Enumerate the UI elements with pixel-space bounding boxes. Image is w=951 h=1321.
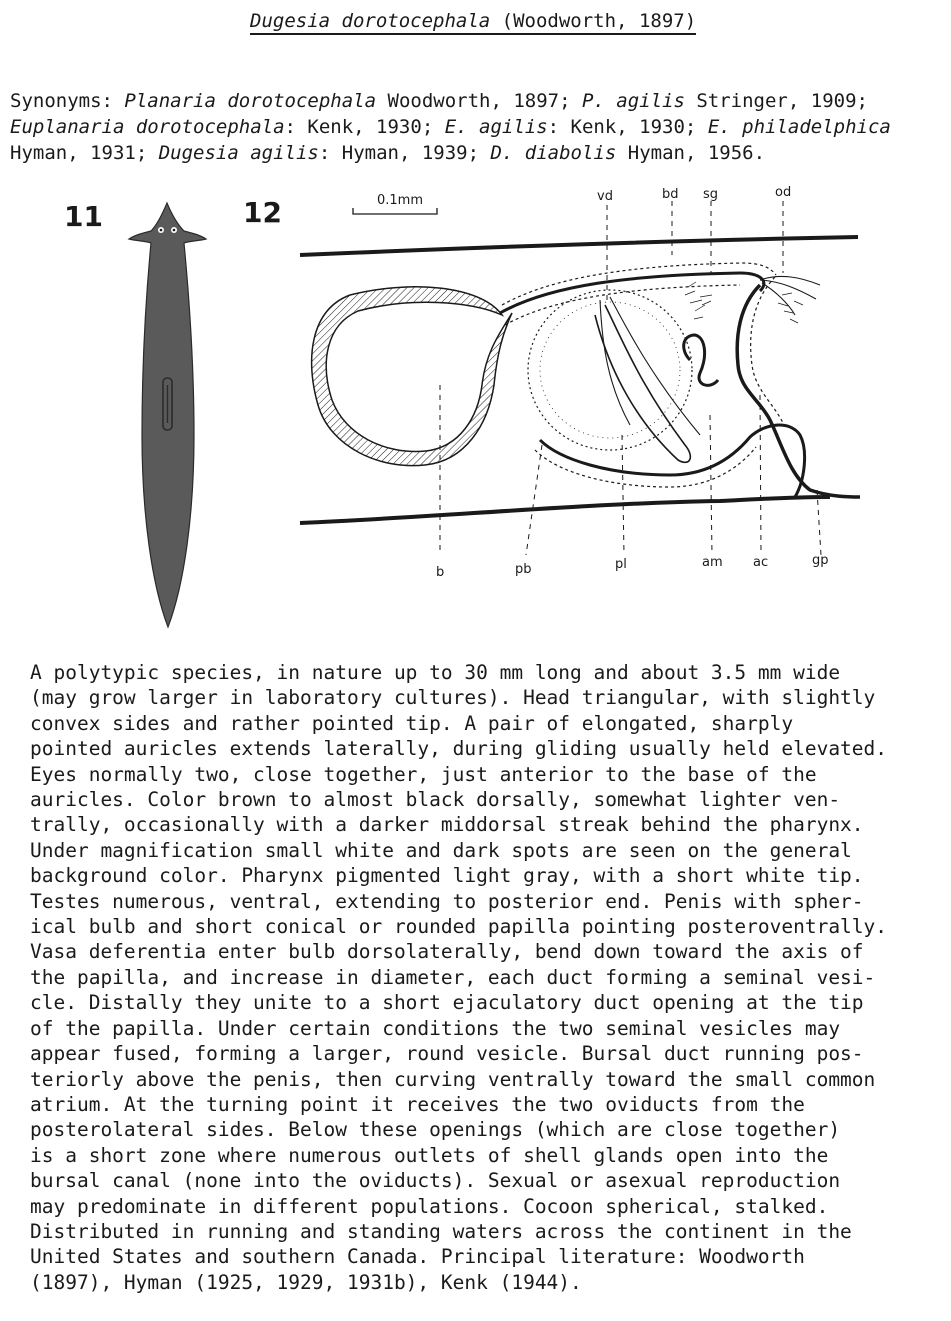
scale-bar-label: 0.1mm bbox=[377, 193, 424, 208]
synonym-text: : Kenk, 1930; bbox=[284, 116, 445, 138]
description-line: Vasa deferentia enter bulb dorsolaterally, bend down toward the axis of bbox=[30, 940, 864, 964]
synonym-text: Hyman, 1956. bbox=[616, 142, 766, 164]
description-line: may predominate in different populations. Cocoon spherical, stalked. bbox=[30, 1194, 829, 1218]
synonym-taxon-name: Euplanaria dorotocephala bbox=[10, 116, 285, 138]
description-line: Testes numerous, ventral, extending to posterior end. Penis with spher- bbox=[30, 889, 864, 913]
description-line: (may grow larger in laboratory cultures). Head triangular, with slightly bbox=[30, 686, 876, 710]
figure-11-number: 11 bbox=[64, 200, 103, 233]
synonyms-paragraph bbox=[10, 88, 950, 166]
description-line: background color. Pharynx pigmented light gray, with a short white tip. bbox=[30, 864, 864, 888]
description-line: atrium. At the turning point it receives the two oviducts from the bbox=[30, 1092, 805, 1116]
synonym-taxon-name: Dugesia agilis bbox=[158, 142, 319, 164]
synonym-text: Woodworth, 1897; bbox=[376, 90, 582, 112]
synonym-text: Stringer, 1909; bbox=[684, 90, 868, 112]
species-authority: (Woodworth, 1897) bbox=[501, 10, 697, 32]
synonym-taxon-name: E. philadelphica bbox=[707, 116, 891, 138]
label-vas-deferens: vd bbox=[597, 189, 613, 204]
label-shell-glands: sg bbox=[703, 187, 719, 202]
species-description bbox=[30, 660, 945, 1295]
synonym-line bbox=[10, 88, 950, 114]
description-line: auricles. Color brown to almost black dorsally, somewhat lighter ven- bbox=[30, 788, 841, 812]
synonym-text: : Kenk, 1930; bbox=[547, 116, 708, 138]
description-line: of the papilla. Under certain conditions the two seminal vesicles may bbox=[30, 1016, 841, 1040]
label-penis-papilla: pl bbox=[615, 557, 627, 572]
description-line: is a short zone where numerous outlets of shell glands open into the bbox=[30, 1143, 829, 1167]
label-penis-bulb: pb bbox=[515, 562, 532, 577]
description-line: Eyes normally two, close together, just anterior to the base of the bbox=[30, 762, 817, 786]
species-title bbox=[250, 10, 696, 35]
description-line: posterolateral sides. Below these openings (which are close together) bbox=[30, 1118, 841, 1142]
synonym-line bbox=[10, 140, 950, 166]
description-line: convex sides and rather pointed tip. A pair of elongated, sharply bbox=[30, 711, 794, 735]
label-bursal-duct: bd bbox=[662, 187, 679, 202]
description-line: Under magnification small white and dark spots are seen on the general bbox=[30, 838, 852, 862]
description-line: A polytypic species, in nature up to 30 mm long and about 3.5 mm wide bbox=[30, 661, 841, 684]
description-line: appear fused, forming a larger, round vesicle. Bursal duct running pos- bbox=[30, 1042, 864, 1066]
description-line: bursal canal (none into the oviducts). Sexual or asexual reproduction bbox=[30, 1169, 841, 1193]
label-common-atrium: ac bbox=[753, 555, 769, 570]
label-male-atrium: am bbox=[702, 555, 723, 570]
label-genital-pore: gp bbox=[812, 553, 829, 568]
description-line: pointed auricles extends laterally, during gliding usually held elevated. bbox=[30, 737, 888, 761]
figure-11-worm-illustration bbox=[120, 195, 215, 635]
description-line: cle. Distally they unite to a short ejaculatory duct opening at the tip bbox=[30, 991, 864, 1015]
synonym-text: : Hyman, 1939; bbox=[318, 142, 491, 164]
description-line: the papilla, and increase in diameter, each duct forming a seminal vesi- bbox=[30, 965, 876, 989]
synonym-taxon-name: Planaria dorotocephala bbox=[124, 90, 377, 112]
description-line: ical bulb and short conical or rounded papilla pointing posteroventrally. bbox=[30, 915, 888, 939]
synonym-taxon-name: P. agilis bbox=[581, 90, 685, 112]
synonym-line bbox=[10, 114, 950, 140]
description-line: United States and southern Canada. Principal literature: Woodworth bbox=[30, 1245, 805, 1269]
description-line: Distributed in running and standing waters across the continent in the bbox=[30, 1219, 852, 1243]
synonym-text: Hyman, 1931; bbox=[10, 142, 159, 164]
description-line: (1897), Hyman (1925, 1929, 1931b), Kenk (1944). bbox=[30, 1270, 582, 1294]
figure-12-copulatory-apparatus-diagram bbox=[290, 185, 870, 585]
description-line: teriorly above the penis, then curving ventrally toward the small common bbox=[30, 1067, 876, 1091]
synonym-taxon-name: E. agilis bbox=[444, 116, 548, 138]
species-name: Dugesia dorotocephala bbox=[250, 10, 491, 32]
label-oviduct: od bbox=[775, 185, 792, 200]
figure-12-number: 12 bbox=[243, 196, 282, 229]
label-bursa: b bbox=[436, 565, 445, 580]
description-line: trally, occasionally with a darker middorsal streak behind the pharynx. bbox=[30, 813, 864, 837]
synonym-text: Synonyms: bbox=[10, 90, 125, 112]
synonym-taxon-name: D. diabolis bbox=[490, 142, 617, 164]
